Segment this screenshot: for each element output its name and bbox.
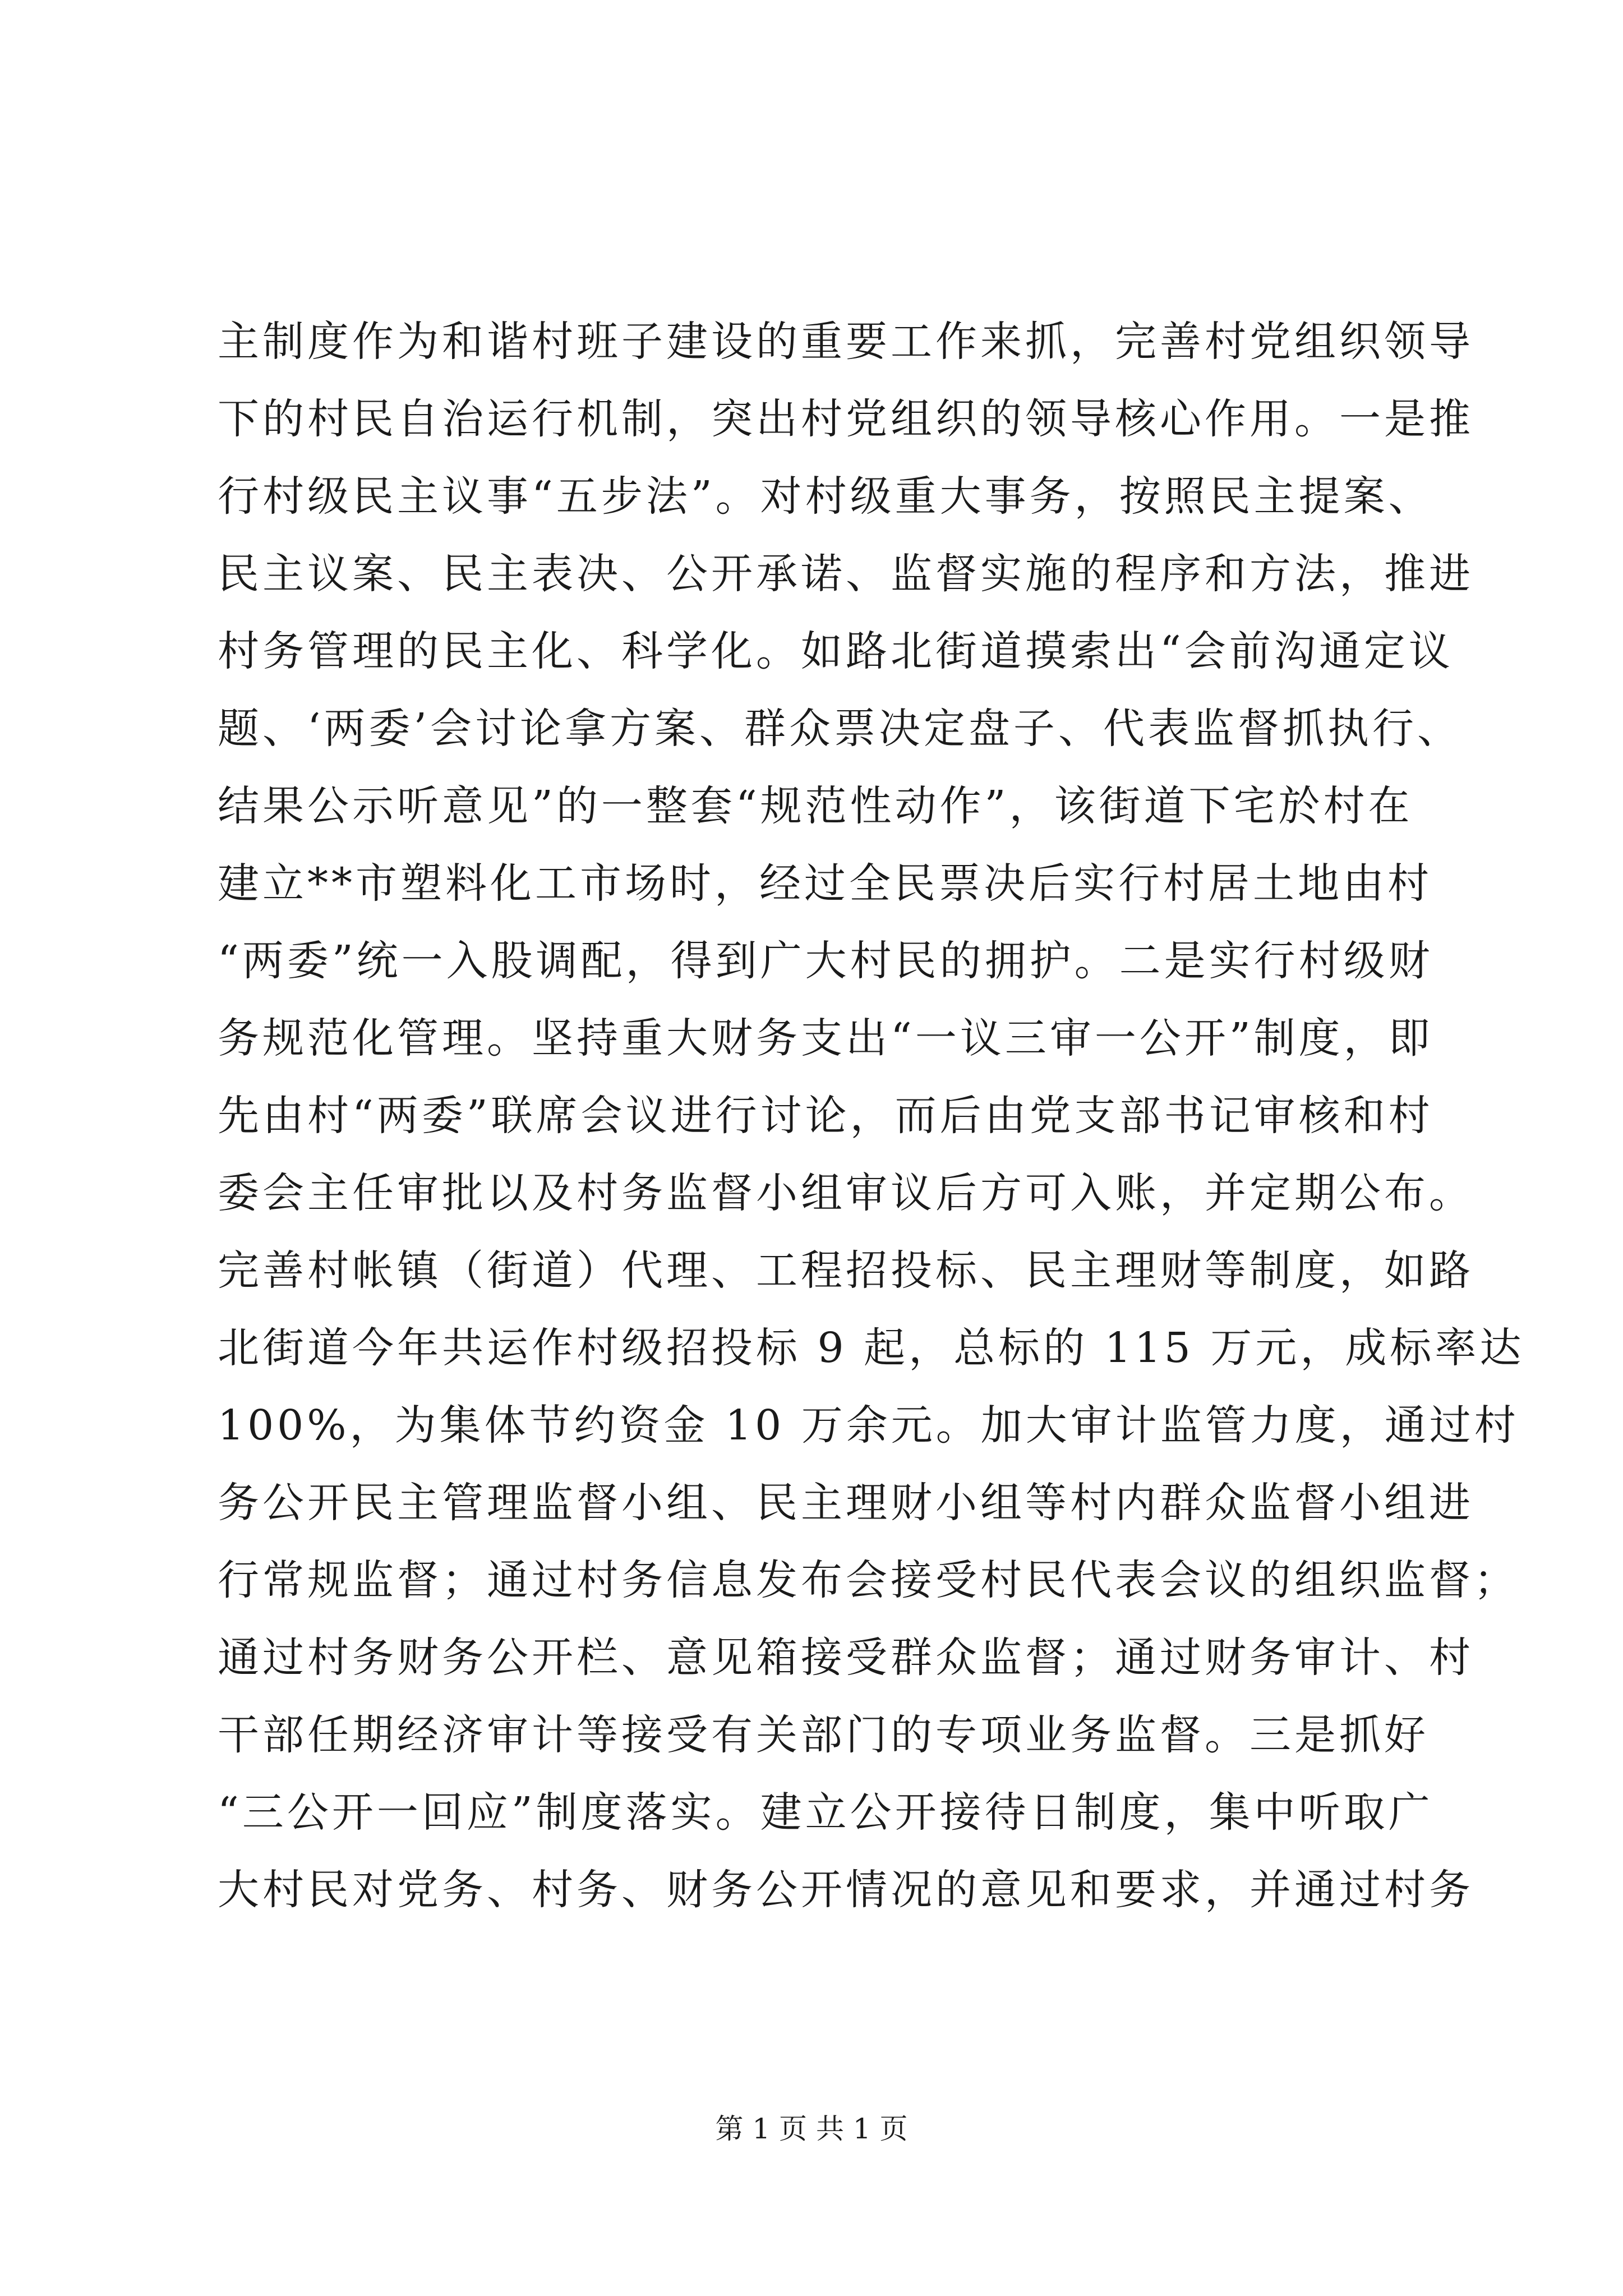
text-line: 委会主任审批以及村务监督小组审议后方可入账，并定期公布。 — [218, 1169, 1474, 1217]
page-footer: 第 1 页 共 1 页 — [715, 2113, 908, 2145]
text-line: 建立**市塑料化工市场时，经过全民票决后实行村居土地由村 — [218, 859, 1432, 908]
body-paragraph — [218, 303, 1525, 1929]
text-line: 北街道今年共运作村级招投标 9 起，总标的 115 万元，成标率达 — [218, 1324, 1525, 1372]
text-line: 结果公示听意见”的一整套“规范性动作”，该街道下宅於村在 — [218, 782, 1413, 830]
text-line: 题、‘两委’会讨论拿方案、群众票决定盘子、代表监督抓执行、 — [218, 705, 1463, 753]
text-line: 行常规监督；通过村务信息发布会接受村民代表会议的组织监督； — [218, 1556, 1519, 1604]
text-line: “三公开一回应”制度落实。建立公开接待日制度，集中听取广 — [218, 1788, 1433, 1837]
text-line: 通过村务财务公开栏、意见箱接受群众监督；通过财务审计、村 — [218, 1634, 1474, 1682]
text-line: 先由村“两委”联席会议进行讨论，而后由党支部书记审核和村 — [218, 1092, 1433, 1140]
text-line: 务公开民主管理监督小组、民主理财小组等村内群众监督小组进 — [218, 1479, 1474, 1527]
text-line: 下的村民自治运行机制，突出村党组织的领导核心作用。一是推 — [218, 395, 1474, 443]
text-line: 民主议案、民主表决、公开承诺、监督实施的程序和方法，推进 — [218, 550, 1474, 598]
text-line: 村务管理的民主化、科学化。如路北街道摸索出“会前沟通定议 — [218, 627, 1454, 675]
text-line: 100%，为集体节约资金 10 万余元。加大审计监管力度，通过村 — [218, 1401, 1519, 1450]
text-line: 行村级民主议事“五步法”。对村级重大事务，按照民主提案、 — [218, 472, 1433, 521]
text-line: 务规范化管理。坚持重大财务支出“一议三审一公开”制度，即 — [218, 1014, 1433, 1062]
text-line: 干部任期经济审计等接受有关部门的专项业务监督。三是抓好 — [218, 1711, 1429, 1759]
text-line: “两委”统一入股调配，得到广大村民的拥护。二是实行村级财 — [218, 937, 1433, 985]
text-line: 完善村帐镇（街道）代理、工程招投标、民主理财等制度，如路 — [218, 1246, 1474, 1295]
text-line: 主制度作为和谐村班子建设的重要工作来抓，完善村党组织领导 — [218, 318, 1474, 366]
text-line: 大村民对党务、村务、财务公开情况的意见和要求，并通过村务 — [218, 1866, 1474, 1914]
